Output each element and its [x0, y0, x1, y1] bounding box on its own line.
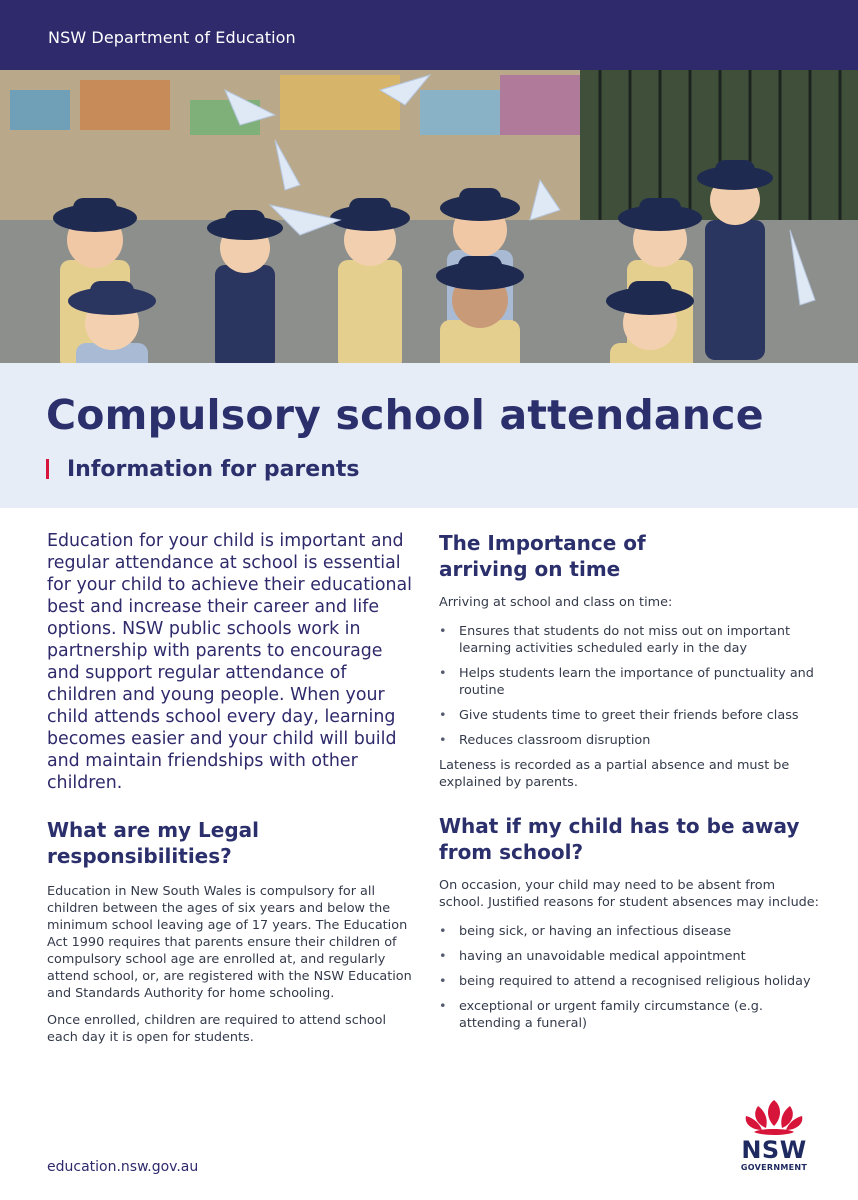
subtitle-accent-bar: [46, 459, 49, 479]
intro-paragraph: Education for your child is important and regular attendance at school is essential for your child to achieve their educational best and increase their career and life options. NSW public schools work in partnership with parents to encourage and support regular attendance of children and young people. When your child attends school every day, learning becomes easier and your child will build and maintain friendships with other children.: [47, 531, 412, 793]
waratah-icon: [736, 1096, 812, 1138]
title-band: [0, 363, 858, 508]
nsw-government-logo: [736, 1096, 812, 1178]
footer-website-link[interactable]: education.nsw.gov.au: [47, 1159, 199, 1175]
list-item: • being required to attend a recognised religious holiday: [439, 973, 819, 990]
ontime-heading: The Importance of arriving on time: [439, 531, 646, 581]
page-title: Compulsory school attendance: [46, 391, 764, 439]
legal-paragraph-2: Once enrolled, children are required to attend school each day it is open for students.: [47, 1013, 387, 1045]
page-subtitle: Information for parents: [67, 457, 360, 482]
away-heading: What if my child has to be away from school?: [439, 814, 800, 864]
legal-heading: What are my Legal responsibilities?: [47, 818, 260, 868]
logo-subtitle: GOVERNMENT: [740, 1163, 808, 1172]
list-item: • Give students time to greet their friends before class: [439, 707, 819, 724]
list-item: • Ensures that students do not miss out on important learning activities scheduled early in the day: [439, 623, 819, 657]
list-item: • exceptional or urgent family circumstance (e.g. attending a funeral): [439, 998, 819, 1032]
left-column: [47, 530, 419, 1046]
department-name: NSW Department of Education: [48, 28, 296, 47]
away-list: [439, 923, 819, 1032]
list-item: • Reduces classroom disruption: [439, 732, 819, 749]
right-column: [439, 530, 819, 1040]
list-item: • having an unavoidable medical appointment: [439, 948, 819, 965]
hero-photo: [0, 70, 858, 363]
ontime-note: Lateness is recorded as a partial absence and must be explained by parents.: [439, 758, 790, 790]
header-bar: [0, 0, 858, 70]
ontime-lead: Arriving at school and class on time:: [439, 595, 673, 610]
list-item: • Helps students learn the importance of punctuality and routine: [439, 665, 819, 699]
logo-wordmark: NSW: [741, 1136, 807, 1164]
ontime-list: [439, 623, 819, 749]
away-lead: On occasion, your child may need to be absent from school. Justified reasons for student absences may include:: [439, 878, 819, 910]
legal-paragraph-1: Education in New South Wales is compulsory for all children between the ages of six years and below the minimum school leaving age of 17 years. The Education Act 1990 requires that parents ensure their children of compulsory school age are enrolled at, and regularly attend school, or, are registered with the NSW Education and Standards Authority for home schooling.: [47, 884, 412, 1001]
list-item: • being sick, or having an infectious disease: [439, 923, 819, 940]
